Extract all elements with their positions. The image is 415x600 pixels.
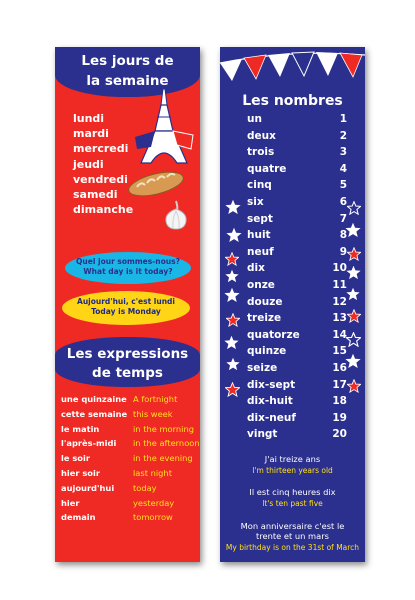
number-digit: 15	[332, 345, 347, 358]
star-icon	[345, 222, 361, 238]
expression-row	[61, 394, 200, 409]
expressions-header	[55, 337, 200, 387]
number-row	[247, 395, 347, 412]
expressions-title-line2: de temps	[92, 365, 163, 381]
birthday-phrase-fr-line2: trente et un mars	[256, 531, 329, 541]
star-icon	[226, 357, 240, 371]
numbers-list	[247, 113, 347, 445]
expression-row	[61, 438, 200, 453]
numbers-title: Les nombres	[242, 93, 343, 109]
day-item: mardi	[73, 127, 109, 141]
number-word: huit	[247, 229, 271, 242]
expression-en: in the morning	[133, 423, 194, 434]
day-item: dimanche	[73, 203, 134, 217]
number-word: un	[247, 113, 262, 125]
number-word: dix-huit	[247, 395, 293, 408]
number-row	[247, 262, 347, 279]
days-title-line2: la semaine	[86, 73, 169, 89]
expression-fr: aujourd'hui	[61, 482, 115, 493]
expression-fr: une quinzaine	[61, 394, 127, 404]
number-digit: 8	[339, 229, 347, 242]
star-icon	[345, 353, 361, 369]
expression-row	[61, 512, 200, 527]
expression-en: last night	[133, 467, 172, 478]
number-digit: 12	[332, 295, 347, 308]
expressions-title-line1: Les expressions	[66, 346, 189, 362]
number-word: quinze	[247, 345, 287, 358]
expression-fr: le matin	[61, 423, 100, 434]
star-icon	[346, 332, 361, 347]
number-row	[247, 296, 347, 313]
expression-row	[61, 409, 200, 424]
question-en: What day is it today?	[83, 267, 173, 276]
star-icon	[347, 379, 361, 393]
number-row	[247, 146, 347, 163]
expression-fr: l'après-midi	[61, 438, 117, 449]
number-digit: 7	[339, 212, 347, 225]
birthday-phrase	[220, 521, 365, 552]
eiffel-tower-illustration	[133, 87, 195, 165]
number-word: deux	[247, 129, 276, 142]
day-item: samedi	[73, 188, 118, 202]
number-row	[247, 213, 347, 230]
expression-en: in the evening	[133, 453, 193, 464]
number-row	[247, 329, 347, 346]
number-digit: 10	[332, 262, 347, 275]
number-word: neuf	[247, 245, 274, 258]
number-word: onze	[247, 278, 275, 291]
expression-fr: le soir	[61, 453, 90, 464]
expression-row	[61, 468, 200, 483]
expression-en: yesterday	[133, 497, 175, 508]
expression-fr: hier soir	[61, 467, 100, 478]
time-phrase	[220, 487, 365, 508]
number-row	[247, 246, 347, 263]
days-bookmark	[55, 47, 200, 562]
star-icon	[225, 252, 239, 266]
expression-en: today	[133, 482, 157, 493]
expression-fr: demain	[61, 512, 96, 523]
number-row	[247, 412, 347, 429]
number-word: quatorze	[247, 328, 300, 341]
number-word: dix-sept	[247, 378, 296, 391]
star-icon	[224, 287, 240, 303]
day-item: vendredi	[73, 172, 128, 186]
time-phrase-en: It's ten past five	[262, 499, 323, 508]
number-word: dix	[247, 262, 265, 275]
number-digit: 14	[332, 328, 347, 341]
number-row	[247, 312, 347, 329]
number-row	[247, 130, 347, 147]
number-word: six	[247, 195, 264, 208]
number-digit: 19	[332, 411, 347, 424]
number-digit: 4	[339, 162, 347, 175]
birthday-phrase-en: My birthday is on the 31st of March	[225, 543, 360, 552]
question-fr: Quel jour sommes-nous?	[76, 257, 180, 266]
number-row	[247, 279, 347, 296]
day-item: jeudi	[73, 157, 104, 171]
number-row	[247, 179, 347, 196]
number-digit: 18	[332, 395, 347, 408]
answer-bubble	[62, 291, 190, 325]
star-icon	[225, 269, 239, 283]
days-title-line1: Les jours de	[81, 53, 174, 69]
number-word: vingt	[247, 428, 278, 441]
number-word: quatre	[247, 162, 287, 175]
expression-row	[61, 483, 200, 498]
age-phrase	[220, 454, 365, 475]
star-icon	[224, 335, 239, 350]
birthday-phrase-fr-line1: Mon anniversaire c'est le	[240, 521, 345, 531]
answer-en: Today is Monday	[91, 307, 161, 316]
number-digit: 11	[332, 278, 347, 291]
number-word: cinq	[247, 179, 272, 192]
star-icon	[346, 265, 361, 280]
number-row	[247, 345, 347, 362]
expressions-list	[61, 394, 200, 527]
expression-row	[61, 424, 200, 439]
answer-fr: Aujourd'hui, c'est lundi	[77, 297, 175, 306]
question-bubble	[65, 252, 191, 284]
time-phrase-fr: Il est cinq heures dix	[249, 487, 336, 497]
number-row	[247, 428, 347, 445]
number-row	[247, 163, 347, 180]
star-icon	[347, 247, 361, 261]
number-digit: 13	[332, 312, 347, 325]
days-list	[73, 111, 133, 217]
number-digit: 6	[339, 195, 347, 208]
number-digit: 17	[332, 378, 347, 391]
star-icon	[226, 313, 240, 327]
star-icon	[346, 287, 360, 301]
number-digit: 16	[332, 361, 347, 374]
number-row	[247, 229, 347, 246]
expression-en: tomorrow	[133, 512, 173, 523]
number-row	[247, 113, 347, 130]
number-word: sept	[247, 212, 273, 225]
numbers-bookmark	[220, 47, 365, 562]
number-digit: 2	[339, 129, 347, 142]
day-item: lundi	[73, 112, 105, 125]
number-word: dix-neuf	[247, 411, 296, 424]
number-word: seize	[247, 361, 278, 374]
number-row	[247, 379, 347, 396]
number-digit: 1	[339, 113, 347, 125]
star-icon	[347, 309, 361, 323]
baguette-illustration	[127, 169, 185, 199]
garlic-illustration	[163, 199, 189, 231]
number-digit: 3	[339, 146, 347, 159]
number-row	[247, 362, 347, 379]
star-icon	[347, 201, 361, 215]
number-word: douze	[247, 295, 283, 308]
age-phrase-fr: J'ai treize ans	[264, 454, 321, 464]
expression-row	[61, 498, 200, 513]
star-icon	[226, 227, 242, 243]
age-phrase-en: I'm thirteen years old	[252, 466, 333, 475]
day-item: mercredi	[73, 142, 129, 156]
expression-row	[61, 453, 200, 468]
number-word: trois	[247, 146, 275, 159]
expression-fr: hier	[61, 497, 80, 508]
star-icon	[225, 382, 240, 397]
bunting-decoration	[220, 47, 365, 87]
number-digit: 9	[339, 245, 347, 258]
number-digit: 20	[332, 428, 347, 441]
expression-en: in the afternoon	[133, 438, 200, 449]
number-digit: 5	[339, 179, 347, 192]
number-word: treize	[247, 312, 282, 325]
star-icon	[225, 199, 241, 215]
number-row	[247, 196, 347, 213]
expression-en: this week	[133, 408, 173, 419]
expression-en: A fortnight	[133, 394, 178, 404]
expression-fr: cette semaine	[61, 408, 128, 419]
